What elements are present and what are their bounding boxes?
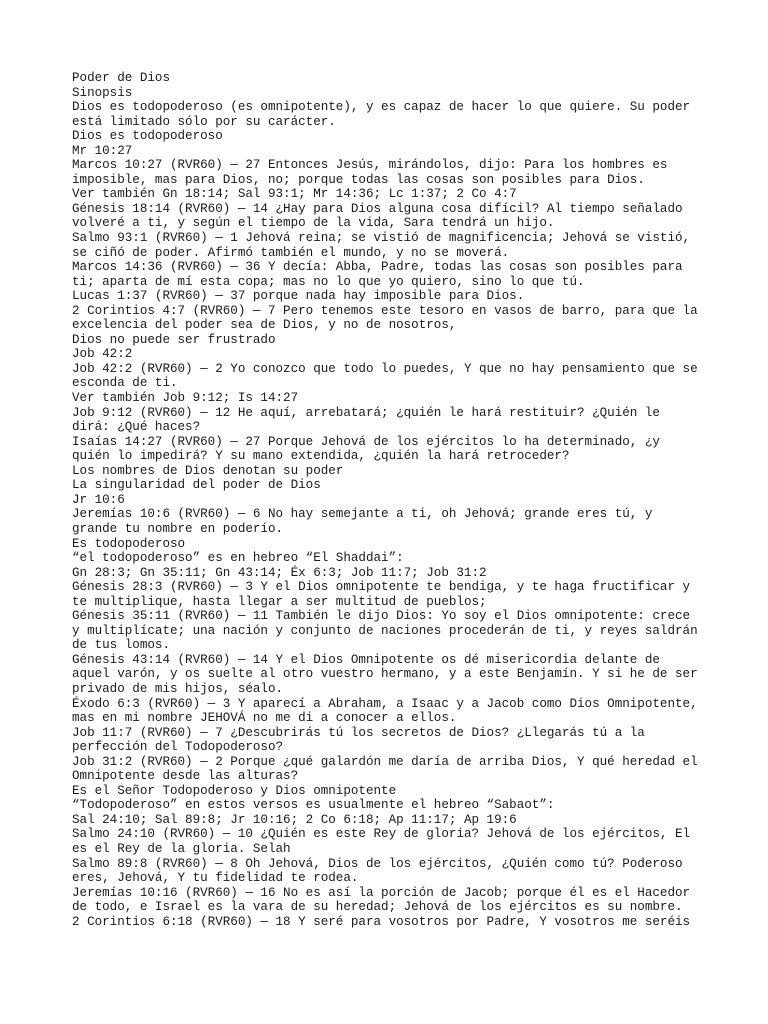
verse-line: Jeremías 10:16 (RVR60) — 16 No es así la porción de Jacob; porque él es el Hacedor [72, 885, 691, 900]
text-line: está limitado sólo por su carácter. [72, 114, 336, 129]
subsection-heading: La singularidad del poder de Dios [72, 478, 321, 493]
section-heading: Dios no puede ser frustrado [72, 332, 276, 347]
verse-line: esconda de ti. [72, 376, 178, 391]
reference-line: Job 42:2 [72, 347, 133, 362]
text-line: “el todopoderoso” es en hebreo “El Shaddai”: [72, 551, 404, 566]
verse-line: de todo, e Israel es la vara de su heredad; Jehová de los ejércitos es su nombre. [72, 900, 683, 915]
verse-line: Jeremías 10:6 (RVR60) — 6 No hay semejante a ti, oh Jehová; grande eres tú, y [72, 507, 653, 522]
verse-line: Salmo 89:8 (RVR60) — 8 Oh Jehová, Dios de los ejércitos, ¿Quién como tú? Poderoso [72, 856, 683, 871]
verse-line: 2 Corintios 4:7 (RVR60) — 7 Pero tenemos este tesoro en vasos de barro, para que la [72, 303, 698, 318]
section-heading-sinopsis: Sinopsis [72, 85, 133, 100]
verse-line: Salmo 24:10 (RVR60) — 10 ¿Quién es este Rey de gloria? Jehová de los ejércitos, El [72, 827, 691, 842]
verse-line: y multiplícate; una nación y conjunto de naciones procederán de ti, y reyes saldrán [72, 623, 698, 638]
verse-line: Génesis 35:11 (RVR60) — 11 También le dijo Dios: Yo soy el Dios omnipotente: crece [72, 609, 691, 624]
verse-line: se ciñó de poder. Afirmó también el mundo, y no se moverá. [72, 245, 510, 260]
verse-line: imposible, mas para Dios, no; porque todas las cosas son posibles para Dios. [72, 172, 645, 187]
verse-line: Marcos 14:36 (RVR60) — 36 Y decía: Abba, Padre, todas las cosas son posibles para [72, 260, 683, 275]
verse-line: Marcos 10:27 (RVR60) — 27 Entonces Jesús, mirándolos, dijo: Para los hombres es [72, 158, 668, 173]
verse-line: aquel varón, y os suelte al otro vuestro hermano, y a este Benjamín. Y si he de ser [72, 667, 698, 682]
text-line: “Todopoderoso” en estos versos es usualmente el hebreo “Sabaot”: [72, 798, 555, 813]
verse-line: Job 11:7 (RVR60) — 7 ¿Descubrirás tú los secretos de Dios? ¿Llegarás tú a la [72, 725, 645, 740]
verse-line: eres, Jehová, Y tu fidelidad te rodea. [72, 871, 359, 886]
see-also-line: Ver también Gn 18:14; Sal 93:1; Mr 14:36; Lc 1:37; 2 Co 4:7 [72, 187, 517, 202]
verse-line: 2 Corintios 6:18 (RVR60) — 18 Y seré para vosotros por Padre, Y vosotros me seréis [72, 914, 691, 929]
section-heading: Los nombres de Dios denotan su poder [72, 463, 344, 478]
verse-line: volveré a ti, y según el tiempo de la vida, Sara tendrá un hijo. [72, 216, 555, 231]
verse-line: Génesis 28:3 (RVR60) — 3 Y el Dios omnipotente te bendiga, y te haga fructificar y [72, 580, 691, 595]
verse-line: mas en mi nombre JEHOVÁ no me di a conocer a ellos. [72, 711, 457, 726]
verse-line: Lucas 1:37 (RVR60) — 37 porque nada hay imposible para Dios. [72, 289, 525, 304]
verse-line: Omnipotente desde las alturas? [72, 769, 299, 784]
verse-line: dirá: ¿Qué haces? [72, 420, 201, 435]
verse-line: Isaías 14:27 (RVR60) — 27 Porque Jehová de los ejércitos lo ha determinado, ¿y [72, 434, 660, 449]
verse-line: es el Rey de la gloria. Selah [72, 841, 291, 856]
verse-line: grande tu nombre en poderío. [72, 521, 284, 536]
verse-line: Salmo 93:1 (RVR60) — 1 Jehová reina; se vistió de magnificencia; Jehová se vistió, [72, 231, 691, 246]
verse-line: perfección del Todopoderoso? [72, 740, 284, 755]
verse-line: de tus lomos. [72, 638, 170, 653]
verse-line: Éxodo 6:3 (RVR60) — 3 Y aparecí a Abraham, a Isaac y a Jacob como Dios Omnipotente, [72, 696, 698, 711]
reference-line: Sal 24:10; Sal 89:8; Jr 10:16; 2 Co 6:18; Ap 11:17; Ap 19:6 [72, 812, 517, 827]
verse-line: ti; aparta de mí esta copa; mas no lo que yo quiero, sino lo que tú. [72, 274, 585, 289]
verse-line: te multiplique, hasta llegar a ser multitud de pueblos; [72, 594, 487, 609]
subsection-heading: Es todopoderoso [72, 536, 186, 551]
document-body [72, 71, 702, 929]
verse-line: excelencia del poder sea de Dios, y no de nosotros, [72, 318, 457, 333]
reference-line: Mr 10:27 [72, 143, 133, 158]
see-also-line: Ver también Job 9:12; Is 14:27 [72, 391, 299, 406]
reference-line: Gn 28:3; Gn 35:11; Gn 43:14; Éx 6:3; Job 11:7; Job 31:2 [72, 565, 487, 580]
verse-line: Génesis 18:14 (RVR60) — 14 ¿Hay para Dios alguna cosa difícil? Al tiempo señalado [72, 201, 683, 216]
text-line: Dios es todopoderoso (es omnipotente), y es capaz de hacer lo que quiere. Su poder [72, 100, 691, 115]
verse-line: Job 31:2 (RVR60) — 2 Porque ¿qué galardón me daría de arriba Dios, Y qué heredad el [72, 754, 698, 769]
verse-line: Génesis 43:14 (RVR60) — 14 Y el Dios Omnipotente os dé misericordia delante de [72, 652, 660, 667]
verse-line: Job 9:12 (RVR60) — 12 He aquí, arrebatará; ¿quién le hará restituir? ¿Quién le [72, 405, 660, 420]
reference-line: Jr 10:6 [72, 492, 125, 507]
verse-line: Job 42:2 (RVR60) — 2 Yo conozco que todo lo puedes, Y que no hay pensamiento que se [72, 361, 698, 376]
subsection-heading: Es el Señor Todopoderoso y Dios omnipotente [72, 783, 397, 798]
verse-line: quién lo impedirá? Y su mano extendida, ¿quién la hará retroceder? [72, 449, 570, 464]
section-heading: Dios es todopoderoso [72, 129, 223, 144]
verse-line: privado de mis hijos, séalo. [72, 681, 284, 696]
document-title: Poder de Dios [72, 71, 170, 85]
